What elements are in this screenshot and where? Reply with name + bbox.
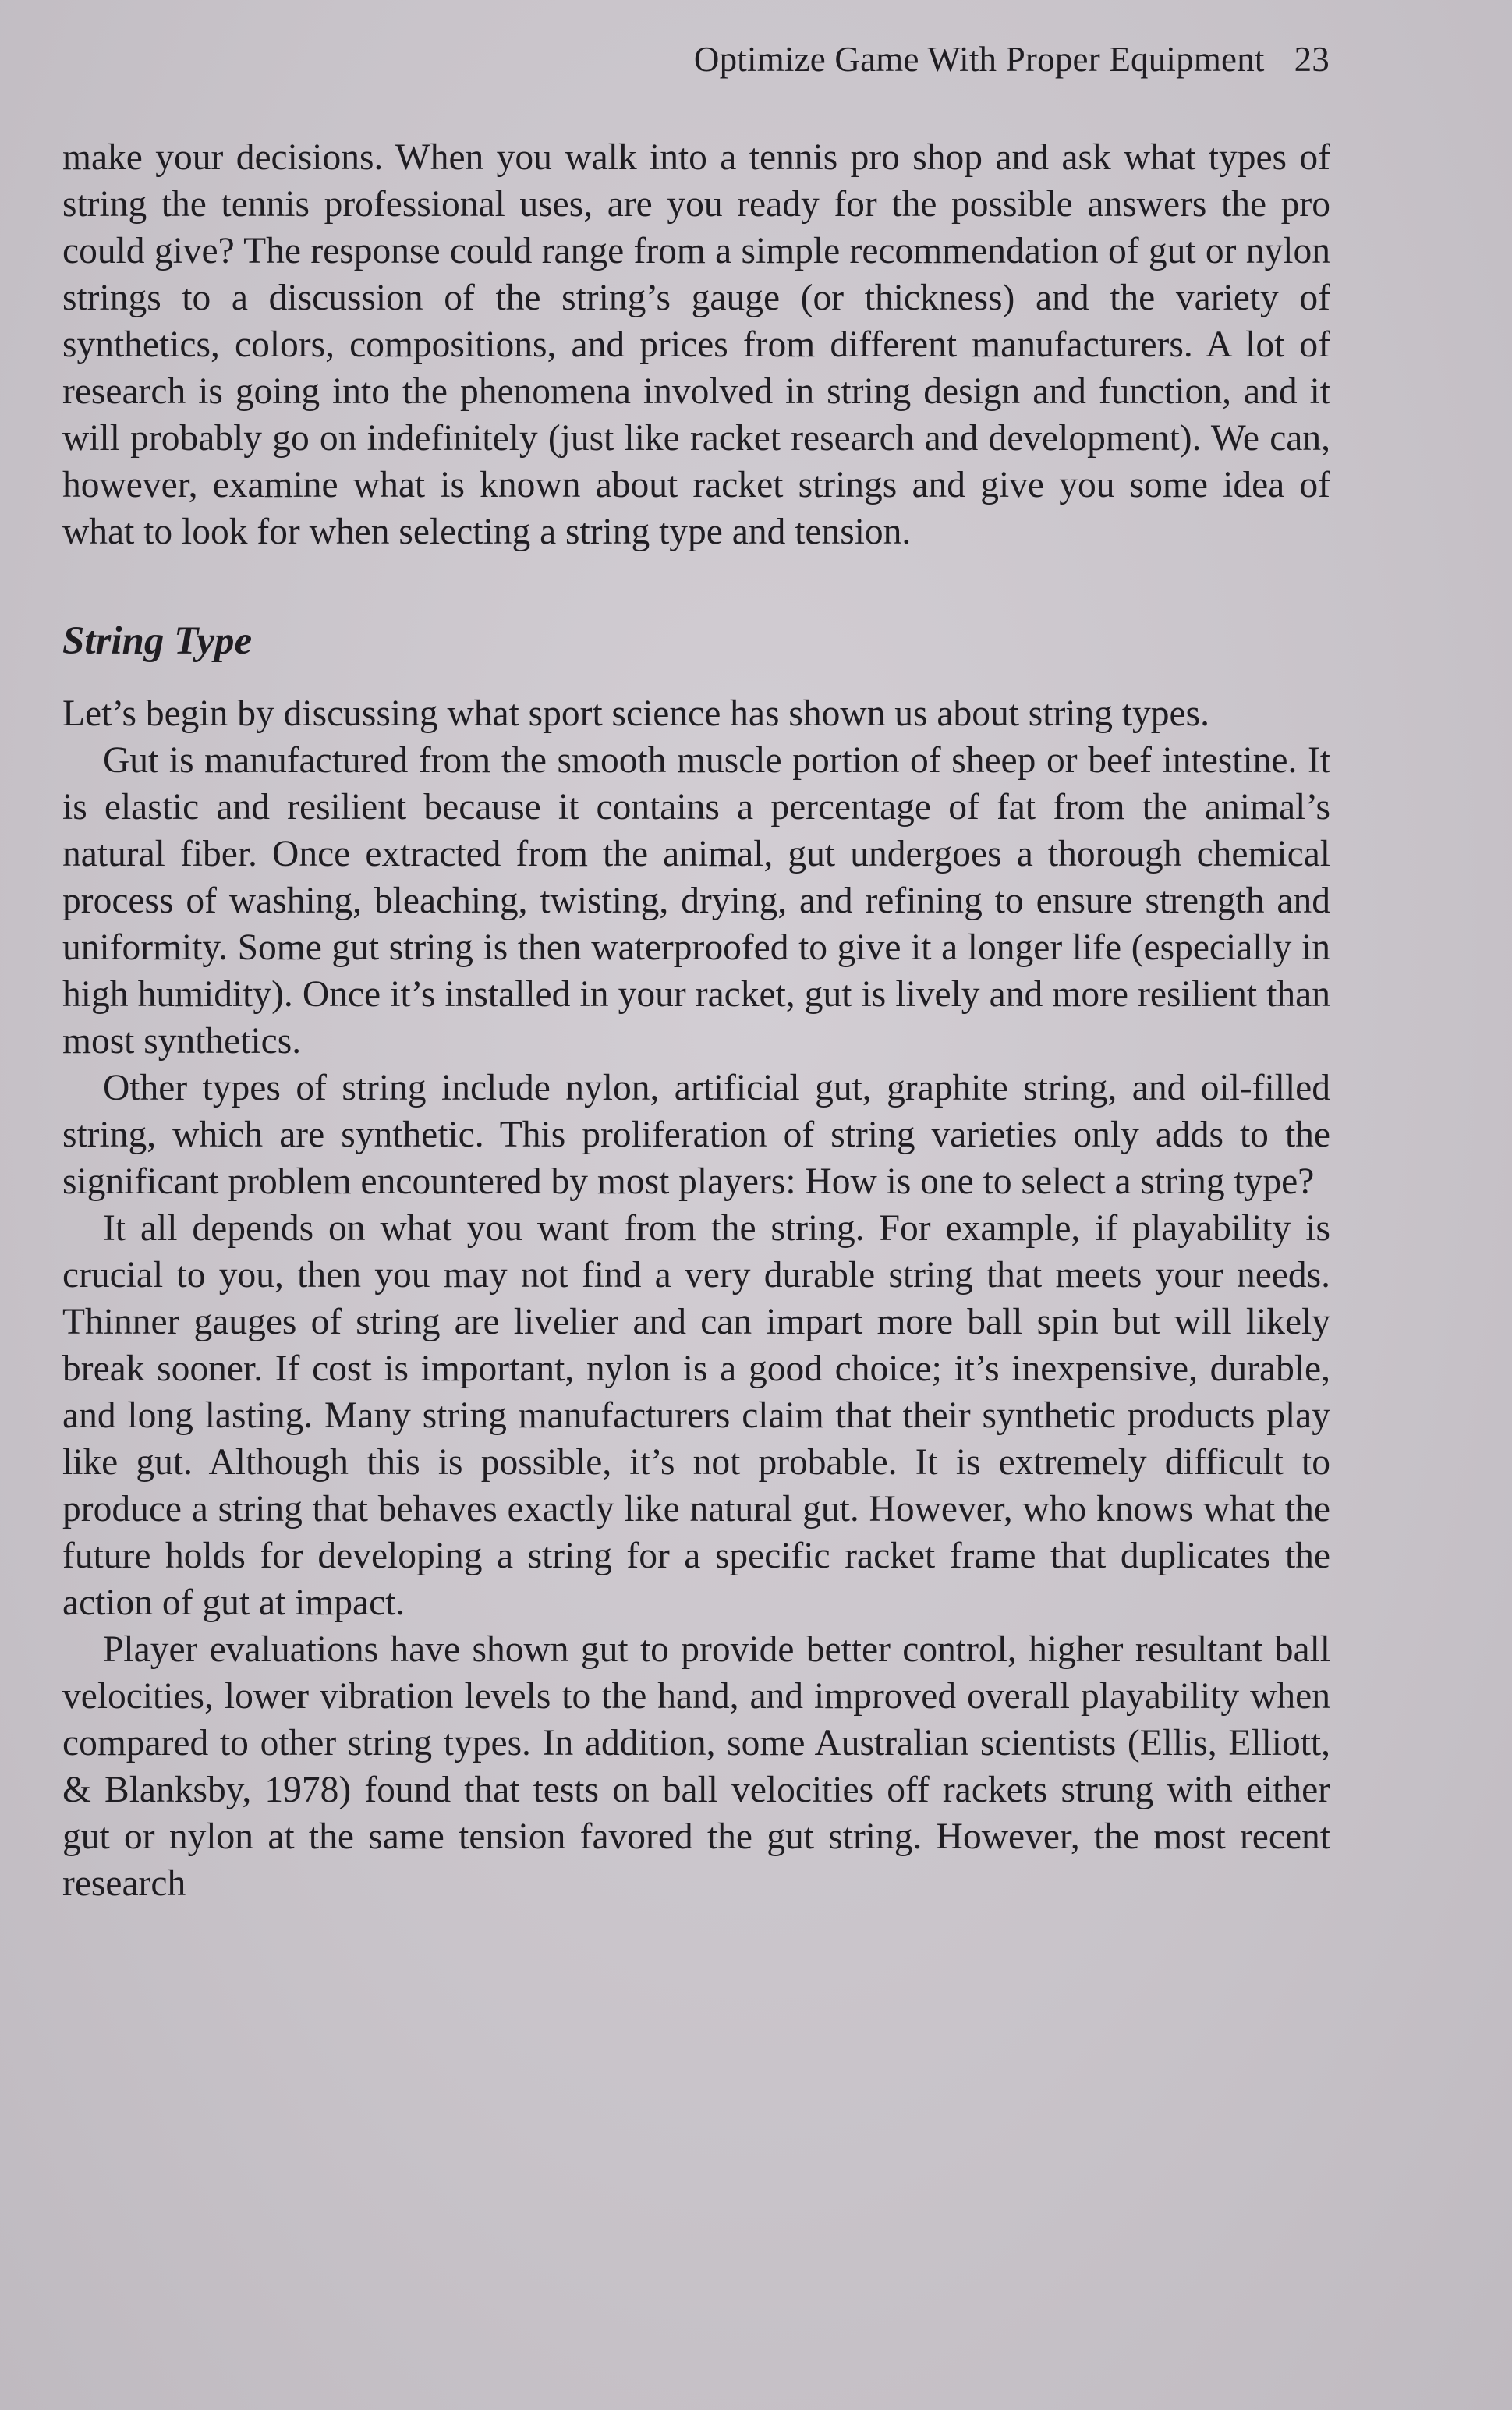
intro-paragraph: make your decisions. When you walk into a tennis pro shop and ask what types of string the tennis professional uses, are you ready for the possible answers the pro could give? The response could range from a simple recommendation of gut or nylon strings to a discussion of the string’s gauge (or thickness) and the variety of synthetics, colors, compositions, and prices from different manufacturers. A lot of research is going into the phenomena involved in string design and function, and it will probably go on indefinitely (just like racket research and development). We can, however, examine what is known about racket strings and give you some idea of what to look for when selecting a string type and tension. [62,137,1330,552]
body-text [62,134,1330,1907]
running-title: Optimize Game With Proper Equipment [693,40,1265,79]
paragraph-gut-manufacture: Gut is manufactured from the smooth muscle portion of sheep or beef intestine. It is elastic and resilient because it contains a percentage of fat from the animal’s natural fiber. Once extracted from the animal, gut undergoes a thorough chemical process of washing, bleaching, twisting, drying, and refining to ensure strength and uniformity. Some gut string is then waterproofed to give it a longer life (especially in high humidity). Once it’s installed in your racket, gut is lively and more resilient than most synthetics. [62,740,1330,1061]
paragraph-lead: Let’s begin by discussing what sport science has shown us about string types. [62,693,1209,734]
running-head [694,39,1330,80]
section-heading: String Type [62,619,253,663]
paragraph-other-types: Other types of string include nylon, artificial gut, graphite string, and oil-filled string, which are synthetic. This proliferation of string varieties only adds to the significant problem encountered by most players: How is one to select a string type? [62,1068,1330,1202]
paragraph-player-evaluations: Player evaluations have shown gut to provide better control, higher resultant ball velocities, lower vibration levels to the hand, and improved overall playability when compared to other string types. In addition, some Australian scientists (Ellis, Elliott, & Blanksby, 1978) found that tests on ball velocities off rackets strung with either gut or nylon at the same tension favored the gut string. However, the most recent research [62,1629,1330,1904]
paragraph-string-choice: It all depends on what you want from the string. For example, if playability is crucial to you, then you may not find a very durable string that meets your needs. Thinner gauges of string are livelier and can impart more ball spin but will likely break sooner. If cost is important, nylon is a good choice; it’s inexpensive, durable, and long lasting. Many string manufacturers claim that their synthetic products play like gut. Although this is possible, it’s not probable. It is extremely difficult to produce a string that behaves exactly like natural gut. However, who knows what the future holds for developing a string for a specific racket frame that duplicates the action of gut at impact. [62,1208,1330,1623]
page-number: 23 [1294,40,1330,79]
